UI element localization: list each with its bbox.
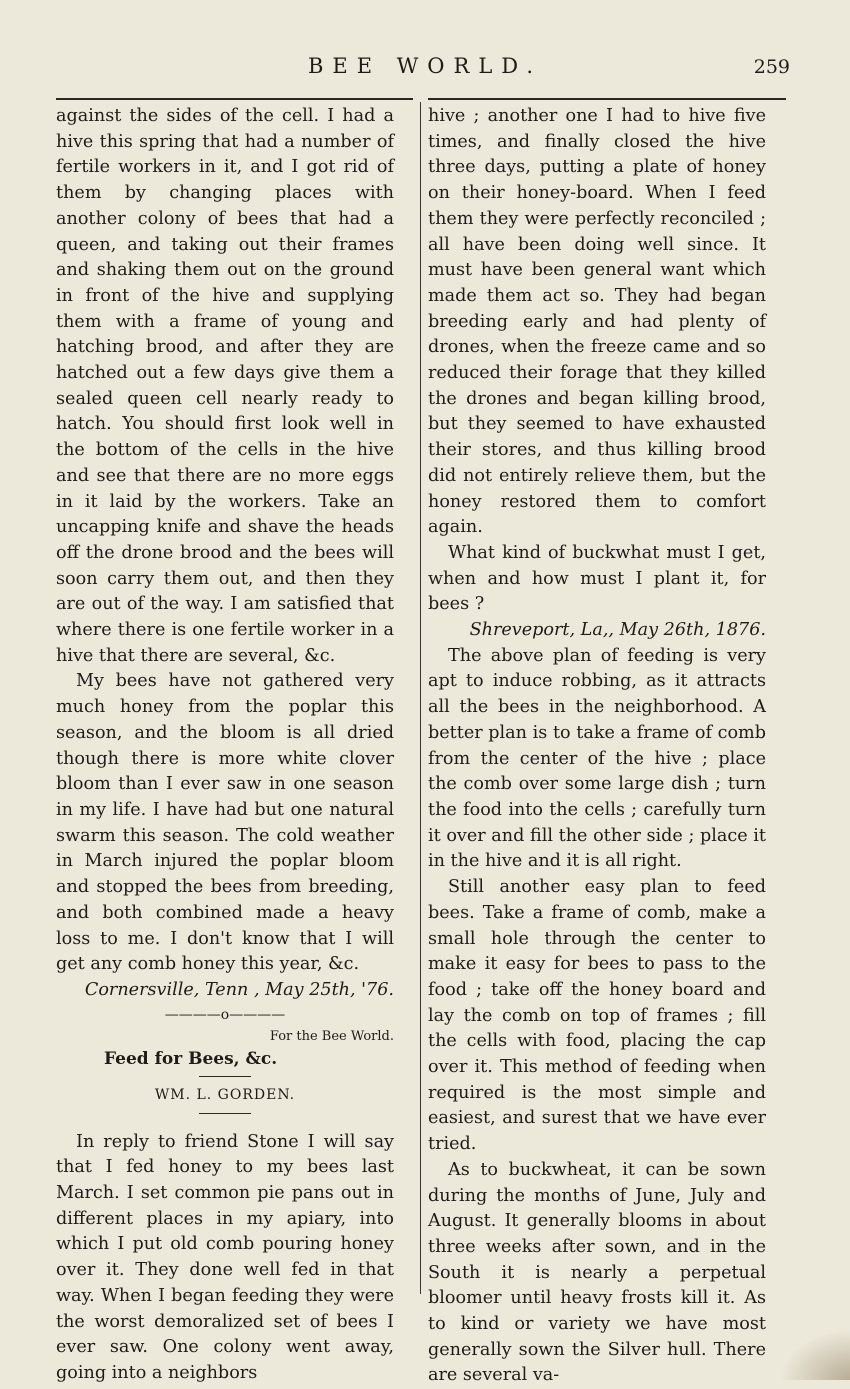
body-paragraph: hive ; another one I had to hive five times, and finally closed the hive three days, putting a plate of honey on their honey-board. When I feed them they were perfectly reconciled ; all have been doing well since. It must have been general want which made them act so. They had began breeding early and had plenty of drones, when the freeze came and so reduced their forage that they killed the drones and began killing brood, but they seemed to have exhausted their stores, and thus killing brood did not entirely relieve them, but the honey restored them to comfort again. bbox=[428, 106, 766, 538]
header-rule-left bbox=[56, 98, 413, 100]
body-paragraph: As to buckwheat, it can be sown during the months of June, July and August. It generally blooms in about three weeks after sown, and in the South it is nearly a perpetual bloomer until heavy frosts kill it. As to kind or variety we have most generally sown the Silver hull. There are several va- bbox=[428, 1159, 766, 1386]
left-column bbox=[56, 104, 394, 1387]
body-paragraph: against the sides of the cell. I had a hive this spring that had a number of fertile workers in it, and I got rid of them by changing places with another colony of bees that had a queen, and taking out their frames and shaking them out on the ground in front of the hive and supplying them with a frame of young and hatching brood, and after they are hatched out a few days give them a sealed queen cell nearly ready to hatch. You should first look well in the bottom of the cells in the hive and see that there are no more eggs in it laid by the workers. Take an uncapping knife and shave the heads off the drone brood and the bees will soon carry them out, and then they are out of the way. I am satisfied that where there is one fertile worker in a hive that there are several, &c. bbox=[56, 106, 394, 666]
body-paragraph: My bees have not gathered very much honey from the poplar this season, and the bloom is all dried though there is more white clover bloom than I ever saw in one season in my life. I have had but one natural swarm this season. The cold weather in March injured the poplar bloom and stopped the bees from breeding, and both combined made a heavy loss to me. I don't know that I will get any comb honey this year, &c. bbox=[56, 671, 394, 975]
author-rule bbox=[199, 1113, 251, 1114]
body-paragraph: What kind of buckwhat must I get, when and how must I plant it, for bees ? bbox=[428, 542, 766, 615]
body-paragraph: In reply to friend Stone I will say that I fed honey to my bees last March. I set common pie pans out in different places in my apiary, into which I put old comb pouring honey over it. They done well fed in that way. When I began feeding they were the worst demoralized set of bees I ever saw. One colony went away, going into a neighbors bbox=[56, 1131, 394, 1383]
article-title: Feed for Bees, &c. bbox=[104, 1048, 278, 1069]
paper-stain bbox=[780, 1330, 850, 1380]
right-column bbox=[428, 104, 766, 1389]
header-rule-right bbox=[428, 98, 786, 100]
letter-signature: Shreveport, La,, May 26th, 1876. bbox=[469, 620, 766, 641]
page-number: 259 bbox=[753, 56, 790, 78]
column-divider bbox=[420, 102, 421, 1294]
title-rule bbox=[199, 1076, 251, 1077]
section-separator: ————o———— bbox=[164, 1006, 286, 1023]
body-paragraph: The above plan of feeding is very apt to induce robbing, as it attracts all the bees in the neighborhood. A better plan is to take a frame of comb from the center of the hive ; place the comb over some large dish ; turn the food into the cells ; carefully turn it over and fill the other side ; place it in the hive and it is all right. bbox=[428, 645, 766, 872]
body-paragraph: Still another easy plan to feed bees. Take a frame of comb, make a small hole through the center to make it easy for bees to pass to the food ; take off the honey board and lay the comb on top of frames ; fill the cells with food, placing the cap over it. This method of feeding when required is the most simple and easiest, and surest that we have ever tried. bbox=[428, 877, 766, 1155]
article-author: WM. L. GORDEN. bbox=[154, 1086, 296, 1103]
running-head bbox=[0, 54, 850, 84]
running-head-title: BEE WORLD. bbox=[307, 54, 543, 78]
source-note: For the Bee World. bbox=[269, 1028, 394, 1044]
letter-signature: Cornersville, Tenn , May 25th, '76. bbox=[84, 979, 394, 1000]
